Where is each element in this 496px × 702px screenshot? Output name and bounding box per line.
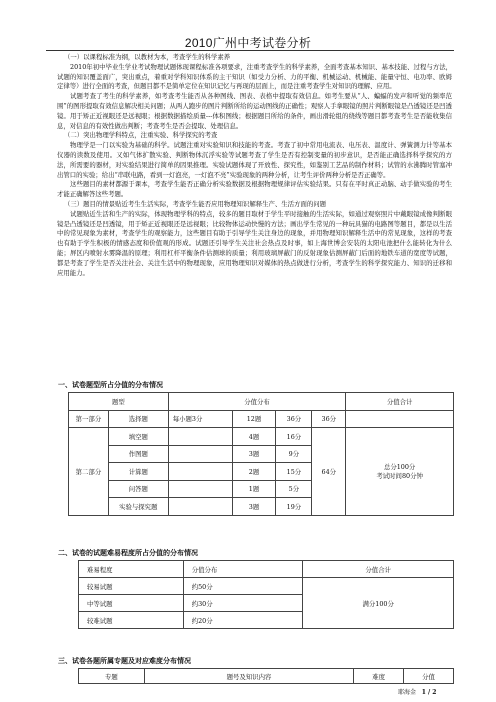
cell-dist: 每小题3分 [168, 410, 232, 428]
cell-level: 中等试题 [79, 595, 184, 612]
cell-count: 3题 [232, 498, 276, 516]
paragraph: 物理学是一门以实验为基础的科学。试题注重对实验知识和技能的考查。考查了初中常用电流表、电压表、温度计、弹簧测力计等基本仪器的读数及使用。又如气体扩散实验、判断物体沉浮实验等试题考查了学生是否有控制变量的初步意识，是否能正确选择科学探究的方法，所需要的器材，对实验结果进行简单的因果推理。实验试题体现了开放性、探究性，如鉴别工艺品的制作材料；试管的水沸腾时管塞冲出管口的实验；给出“串联电路，看到一灯泡亮，一灯泡不亮”实验现象的两种分析，让考生评价两种分析是否正确等。 [57, 141, 452, 179]
cell-score: 15分 [276, 463, 312, 481]
header-total: 分值合计 [346, 393, 454, 411]
analysis-body [57, 53, 452, 278]
cell-dist [168, 445, 232, 463]
cell-type: 实验与探究题 [108, 498, 168, 516]
cell-dist [168, 428, 232, 446]
cell-count: 3题 [232, 445, 276, 463]
cell-score: 约30分 [183, 595, 303, 612]
cell-total: 满分100分 [303, 578, 454, 629]
paragraph: 这些题目的素材都源于课本，考查学生能否正确分析实验数据及根据物理规律评估实验结果。只有在平时真正动脑、动手做实验的考生才能正确解答这些考题。 [57, 180, 452, 199]
header-score: 分值 [404, 669, 454, 684]
cell-score: 16分 [276, 428, 312, 446]
cell-score: 19分 [276, 498, 312, 516]
header-type: 题型 [69, 393, 169, 411]
part1-label: 第一部分 [69, 410, 109, 428]
paragraph: 试题考查了考生的科学素养，如考查考生能否从各种图线、图表、表格中提取有效信息。如考生要从“人、蝙蝠的发声和听觉的频率范围”的图形提取有效信息解决相关问题；从两人跑步的图片判断所给的运动图线的正确性；观察人手拿眼镜的照片判断眼镜是凸透镜还是凹透镜。用于矫正近视眼还是远视眼；根据数据描绘质量---体积图线；根据题目所给的条件，画出滑轮组的绕线等题目都考查考生是否能收集信息，对信息的有效性做出判断；考查考生是否会提取、处理信息。 [57, 92, 452, 130]
table-row [69, 428, 454, 446]
cell-score: 9分 [276, 445, 312, 463]
paragraph: 2010年初中毕业生学业考试物理试题体现课程标准各项要求，注重考查学生的科学素养，全面考查基本知识、基本技能、过程与方法，试题的知识覆盖面广，突出重点，着重对学科知识体系的主干知识（如受力分析、力的平衡、机械运动、机械能、能量守恒、电功率、欧姆定律等）进行全面的考查，但题目都不是简单定位在知识记忆与再现的层面上，而是注重考查学生对知识的理解、应用。 [57, 62, 452, 91]
part2-label: 第二部分 [69, 428, 109, 516]
cell-dist [168, 463, 232, 481]
heading-3: （三）题目的情景贴近考生生活实际，考查学生能否应用物理知识解释生产、生活方面的问题 [64, 199, 327, 208]
header-total: 分值合计 [303, 561, 454, 578]
cell-dist [168, 480, 232, 498]
cell-level: 较易试题 [79, 578, 184, 595]
cell-type: 填空题 [108, 428, 168, 446]
heading-1: （一）以课程标准为纲，以教材为本，考查学生的科学素养 [64, 53, 231, 61]
table-row [79, 578, 454, 595]
header-difficulty: 难度 [354, 669, 404, 684]
cell-type: 选择题 [108, 410, 168, 428]
cell-subtotal: 36分 [312, 410, 346, 428]
cell-type: 作图题 [108, 445, 168, 463]
section-title-3: 三、试卷各题所属专题及对应难度分布情况 [58, 657, 191, 665]
cell-dist [168, 498, 232, 516]
table-row [69, 410, 454, 428]
cell-type: 计算题 [108, 463, 168, 481]
cell-score: 约20分 [183, 612, 303, 629]
cell-type: 问答题 [108, 480, 168, 498]
header-level: 难易程度 [79, 561, 184, 578]
difficulty-table [78, 560, 454, 629]
page-footer [398, 687, 436, 696]
page-title: 2010广州中考试卷分析 [184, 36, 312, 50]
cell-score: 约50分 [183, 578, 303, 595]
cell-count: 12题 [232, 410, 276, 428]
cell-score: 5分 [276, 480, 312, 498]
cell-count: 2题 [232, 463, 276, 481]
cell-grand-total [346, 428, 454, 516]
cell-total-empty [346, 410, 454, 428]
header-rule [46, 50, 454, 51]
cell-level: 较难试题 [79, 612, 184, 629]
score-distribution-table [68, 392, 454, 516]
page-number: 1 / 2 [421, 689, 437, 696]
header-content: 题号及知识内容 [144, 669, 353, 684]
cell-count: 4题 [232, 428, 276, 446]
header-dist: 分值分布 [168, 393, 346, 411]
exam-time: 考试时间80分钟 [376, 472, 423, 481]
section-title-1: 一、试卷题型所占分值的分布情况 [58, 381, 163, 389]
cell-subtotal: 64分 [312, 428, 346, 516]
total-score: 总分100分 [383, 463, 416, 472]
section-title-2: 二、试卷的试题难易程度所占分值的分布情况 [58, 549, 198, 557]
cell-score: 36分 [276, 410, 312, 428]
topic-table [78, 668, 454, 684]
header-dist: 分值分布 [183, 561, 303, 578]
footer-author: 耶海金 [398, 689, 417, 696]
heading-2: （二）突出物理学科特点，注重实验、科学探究的考查 [64, 131, 218, 140]
cell-count: 1题 [232, 480, 276, 498]
paragraph: 试题贴近生活和生产的实际，体现物理学科的特点，较多的题目取材于学生平时接触的生活实际，如通过观察照片中戴眼镜成像判断眼镜是凸透镜还是凹透镜，用于矫正近视眼还是远视眼；比较物体运动快慢的方法；画出学生常见的一种玩具猫的电路图等题目，都是以生活中的常见现象为素材，考查学生的观察能力，这些题目有助于引导学生关注身边的现象，并用物理知识解释生活中的常见现象，这样的考查也有助于学生积极的情感态度和价值观的形成。试题还引导学生关注社会热点及时事，如上海世博会安装的太阳电池把什么能转化为什么能；屏区内喷射水雾降温的原理；利用杠杆平衡条件估测球的质量；利用玻璃屏蔽门的反射现象估测屏蔽门后面的地铁车道的宽度等试题，都是考查了学生是否关注社会、关注生活中的物理现象，应用物理知识对媒体的热点做进行分析，考查学生的科学探究能力、知识的迁移和应用能力。 [57, 209, 452, 277]
header-topic: 专题 [79, 669, 145, 684]
